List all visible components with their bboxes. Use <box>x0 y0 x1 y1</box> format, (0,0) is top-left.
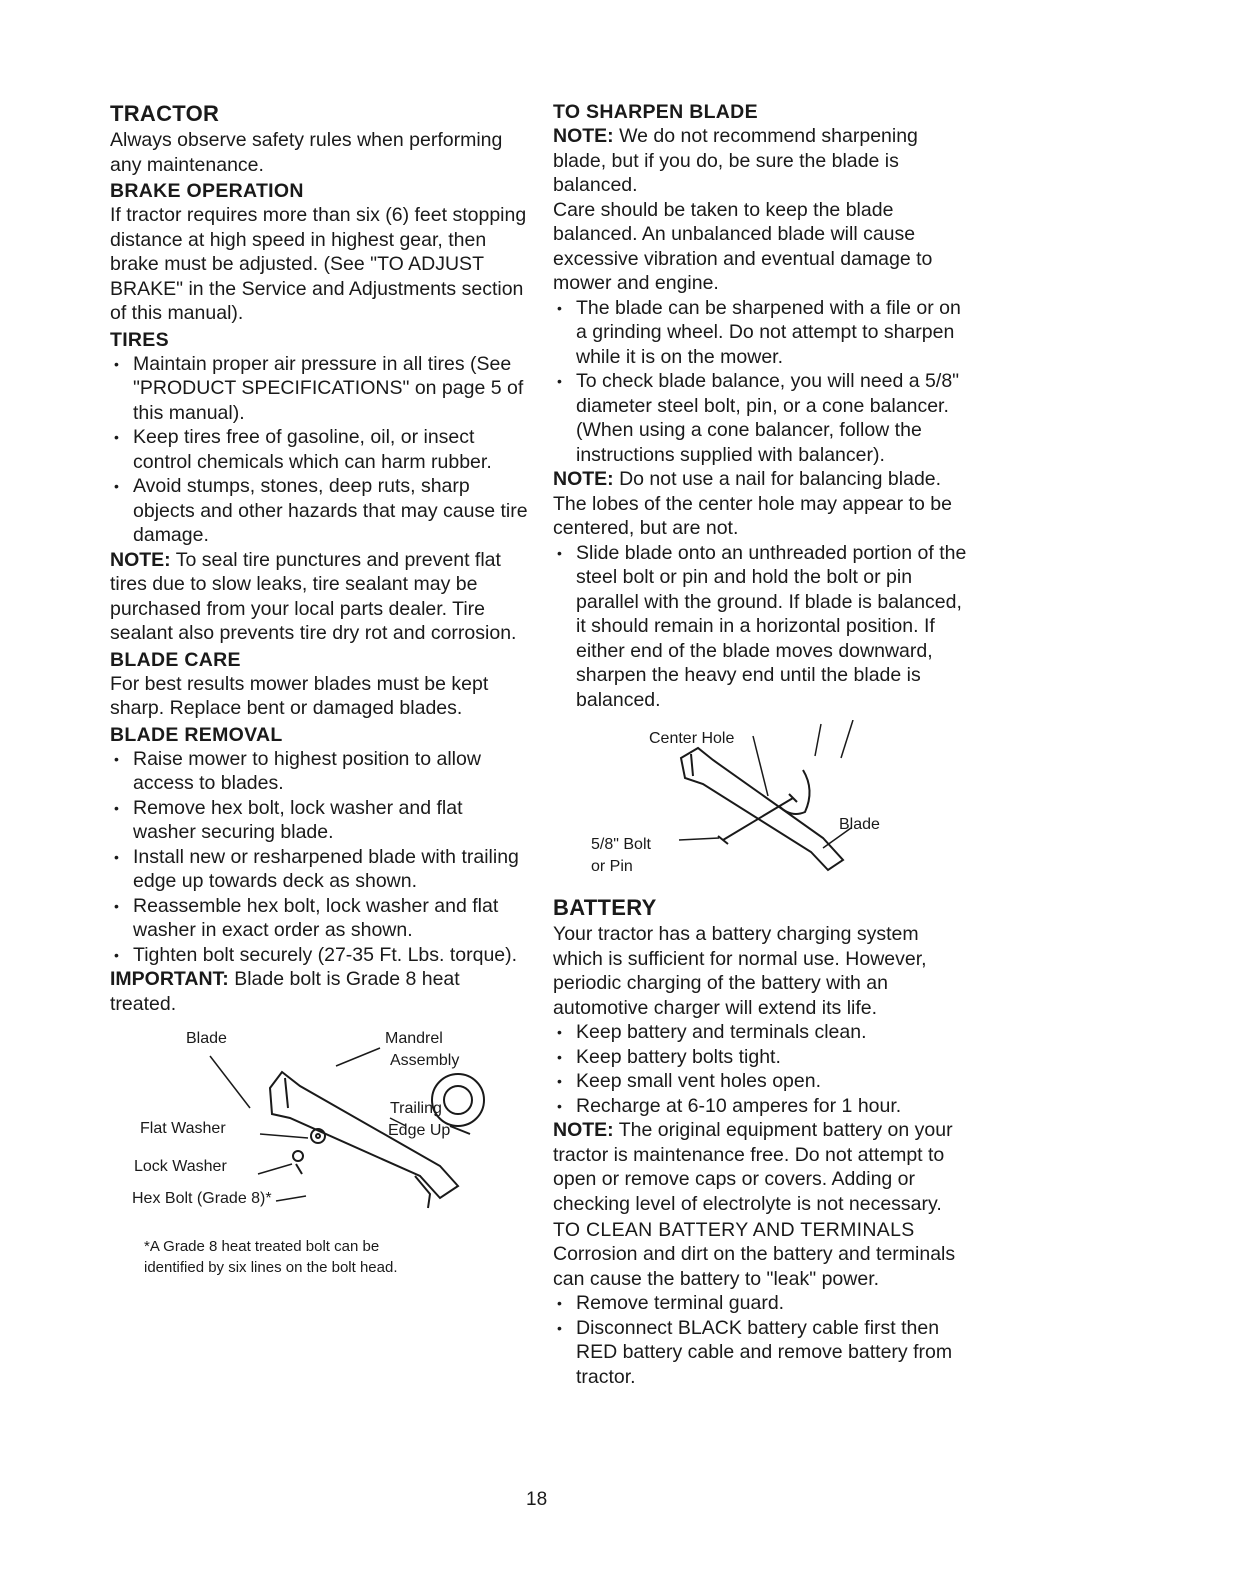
sharpen-note-1 <box>553 124 968 198</box>
figure-label-or-pin: or Pin <box>591 858 633 875</box>
clean-text: Corrosion and dirt on the battery and terminals can cause the battery to "leak" power. <box>553 1243 956 1290</box>
figure-footnote-line-1: *A Grade 8 heat treated bolt can be <box>144 1238 380 1255</box>
list-item: • Remove terminal guard. <box>553 1291 968 1316</box>
figure-label-trailing: Trailing <box>390 1100 442 1117</box>
figure-label-hex-bolt: Hex Bolt (Grade 8)* <box>132 1190 272 1207</box>
blade-removal-list <box>110 747 530 968</box>
figure-label-center-hole: Center Hole <box>649 730 735 747</box>
sharpen-note-2 <box>553 467 968 541</box>
important-label: IMPORTANT: <box>110 968 229 990</box>
list-item: • Slide blade onto an unthreaded portion of the steel bolt or pin and hold the bolt or pin parallel with the ground. If blade is balanced, it should remain in a horizontal position. If either end of the blade moves downward, sharpen the heavy end until the blade is balanced. <box>553 541 968 713</box>
figure-label-bolt: 5/8" Bolt <box>591 836 651 853</box>
note-label: NOTE: <box>110 548 171 571</box>
figure-label-blade: Blade <box>186 1030 227 1047</box>
blade-removal-figure <box>110 1026 520 1236</box>
sharpen-list-2 <box>553 541 968 713</box>
tires-heading: TIRES <box>110 328 169 351</box>
list-item: • Remove hex bolt, lock washer and flat washer securing blade. <box>110 796 530 845</box>
battery-heading: BATTERY <box>553 895 657 920</box>
list-item: • Avoid stumps, stones, deep ruts, sharp objects and other hazards that may cause tire damage. <box>110 474 530 548</box>
brake-heading: BRAKE OPERATION <box>110 180 304 202</box>
blade-care-heading: BLADE CARE <box>110 648 241 671</box>
list-item: • Keep battery bolts tight. <box>553 1045 968 1070</box>
list-item: • Keep battery and terminals clean. <box>553 1020 968 1045</box>
right-column <box>553 100 968 1389</box>
figure-label-mandrel: Mandrel <box>385 1030 443 1047</box>
brake-text: If tractor requires more than six (6) feet stopping distance at high speed in highest gear, then brake must be adjusted. (See "TO ADJUST BRAKE" in the Service and Adjustments section of this manual). <box>110 204 527 324</box>
note-text: Do not use a nail for balancing blade. The lobes of the center hole may appear to be centered, but are not. <box>553 468 952 539</box>
list-item: • Recharge at 6-10 amperes for 1 hour. <box>553 1094 968 1119</box>
blade-care-text: For best results mower blades must be kept sharp. Replace bent or damaged blades. <box>110 672 489 719</box>
sharpen-text: Care should be taken to keep the blade balanced. An unbalanced blade will cause excessive vibration and eventual damage to mower and engine. <box>553 198 933 294</box>
important-text: Blade bolt is Grade 8 heat treated. <box>110 968 460 1015</box>
sharpen-list <box>553 296 968 468</box>
figure-label-edge-up: Edge Up <box>388 1122 451 1139</box>
list-item: • Maintain proper air pressure in all tires (See "PRODUCT SPECIFICATIONS" on page 5 of this manual). <box>110 352 530 426</box>
clean-heading: TO CLEAN BATTERY AND TERMINALS <box>553 1219 915 1241</box>
figure-label-assembly: Assembly <box>390 1052 460 1069</box>
important-note <box>110 967 530 1016</box>
battery-note <box>553 1118 968 1216</box>
list-item: • Disconnect BLACK battery cable first then RED battery cable and remove battery from tractor. <box>553 1316 968 1390</box>
tires-list <box>110 352 530 548</box>
figure-label-lock-washer: Lock Washer <box>134 1158 227 1175</box>
list-item: • Install new or resharpened blade with trailing edge up towards deck as shown. <box>110 845 530 894</box>
tractor-heading: TRACTOR <box>110 101 220 126</box>
note-text: The original equipment battery on your tractor is maintenance free. Do not attempt to open or remove caps or covers. Adding or checking level of electrolyte is not necessary. <box>553 1119 953 1215</box>
list-item: • The blade can be sharpened with a file or on a grinding wheel. Do not attempt to sharpen while it is on the mower. <box>553 296 968 370</box>
blade-balance-figure <box>553 720 968 890</box>
note-text: We do not recommend sharpening blade, but if you do, be sure the blade is balanced. <box>553 125 918 196</box>
list-item: • Tighten bolt securely (27-35 Ft. Lbs. torque). <box>110 943 530 968</box>
note-text: To seal tire punctures and prevent flat tires due to slow leaks, tire sealant may be purchased from your local parts dealer. Tire sealant also prevents tire dry rot and corrosion. <box>110 548 517 644</box>
note-label: NOTE: <box>553 468 614 490</box>
note-label: NOTE: <box>553 125 614 147</box>
list-item: • Reassemble hex bolt, lock washer and flat washer in exact order as shown. <box>110 894 530 943</box>
left-column <box>110 100 530 1278</box>
clean-list <box>553 1291 968 1389</box>
list-item: • Raise mower to highest position to allow access to blades. <box>110 747 530 796</box>
figure-label-blade: Blade <box>839 816 880 833</box>
tires-note <box>110 548 530 646</box>
list-item: • To check blade balance, you will need a 5/8" diameter steel bolt, pin, or a cone balancer. (When using a cone balancer, follow the instructions supplied with balancer). <box>553 369 968 467</box>
page-number: 18 <box>526 1489 548 1510</box>
list-item: • Keep tires free of gasoline, oil, or insect control chemicals which can harm rubber. <box>110 425 530 474</box>
tractor-text: Always observe safety rules when performing any maintenance. <box>110 129 503 176</box>
battery-text: Your tractor has a battery charging system which is sufficient for normal use. However, periodic charging of the battery with an automotive charger will extend its life. <box>553 923 927 1019</box>
note-label: NOTE: <box>553 1119 614 1141</box>
battery-list <box>553 1020 968 1118</box>
blade-removal-heading: BLADE REMOVAL <box>110 723 283 746</box>
figure-footnote-line-2: identified by six lines on the bolt head. <box>144 1259 398 1276</box>
figure-label-flat-washer: Flat Washer <box>140 1120 226 1137</box>
sharpen-heading: TO SHARPEN BLADE <box>553 101 758 123</box>
list-item: • Keep small vent holes open. <box>553 1069 968 1094</box>
